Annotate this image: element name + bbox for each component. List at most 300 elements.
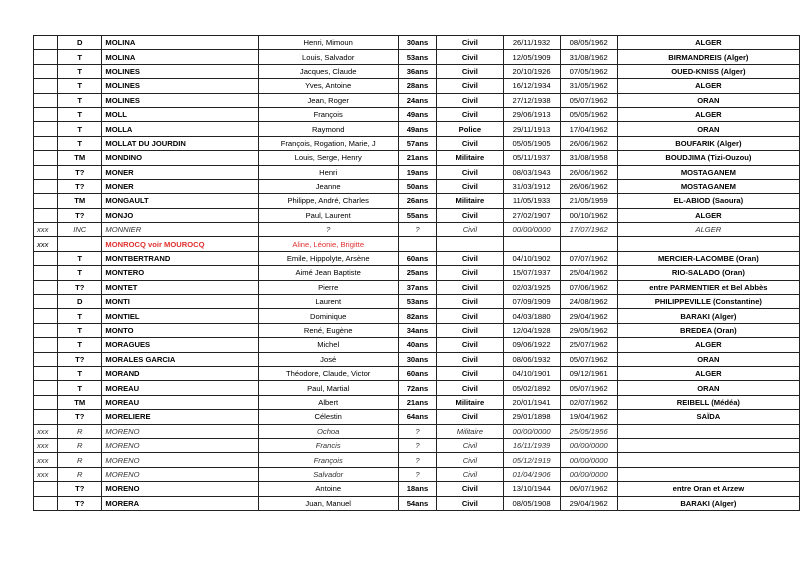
birth-date-cell: 27/12/1938	[503, 93, 560, 107]
table-row	[34, 395, 800, 409]
firstname-cell: Pierre	[258, 280, 398, 294]
status-cell: Civil	[437, 366, 503, 380]
table-row	[34, 122, 800, 136]
location-cell: BIRMANDREIS (Alger)	[617, 50, 799, 64]
age-cell: 57ans	[398, 136, 436, 150]
marker-cell	[34, 179, 58, 193]
category-cell: T?	[58, 280, 102, 294]
age-cell: ?	[398, 223, 436, 237]
firstname-cell: François, Rogation, Marie, J	[258, 136, 398, 150]
category-cell	[58, 237, 102, 251]
table-row	[34, 251, 800, 265]
birth-date-cell: 08/03/1943	[503, 165, 560, 179]
surname-cell: MONTBERTRAND	[102, 251, 258, 265]
status-cell: Militaire	[437, 194, 503, 208]
surname-cell: MONROCQ voir MOUROCQ	[102, 237, 258, 251]
surname-cell: MONTERO	[102, 266, 258, 280]
status-cell: Civil	[437, 295, 503, 309]
event-date-cell: 02/07/1962	[560, 395, 617, 409]
category-cell: T?	[58, 208, 102, 222]
status-cell: Civil	[437, 50, 503, 64]
firstname-cell: Henri, Mimoun	[258, 36, 398, 50]
age-cell: ?	[398, 424, 436, 438]
event-date-cell: 17/07/1962	[560, 223, 617, 237]
table-row	[34, 107, 800, 121]
table-row	[34, 237, 800, 251]
surname-cell: MORENO	[102, 467, 258, 481]
birth-date-cell: 00/00/0000	[503, 223, 560, 237]
location-cell: PHILIPPEVILLE (Constantine)	[617, 295, 799, 309]
birth-date-cell	[503, 237, 560, 251]
category-cell: T	[58, 381, 102, 395]
birth-date-cell: 05/12/1919	[503, 453, 560, 467]
birth-date-cell: 16/12/1934	[503, 79, 560, 93]
marker-cell	[34, 64, 58, 78]
marker-cell	[34, 410, 58, 424]
status-cell: Civil	[437, 280, 503, 294]
table-row	[34, 496, 800, 510]
event-date-cell: 07/06/1962	[560, 280, 617, 294]
table-row	[34, 366, 800, 380]
marker-cell	[34, 395, 58, 409]
location-cell: REIBELL (Médéa)	[617, 395, 799, 409]
location-cell: ALGER	[617, 36, 799, 50]
location-cell: BREDEA (Oran)	[617, 323, 799, 337]
table-row	[34, 93, 800, 107]
location-cell: BOUFARIK (Alger)	[617, 136, 799, 150]
surname-cell: MONTI	[102, 295, 258, 309]
firstname-cell: Jeanne	[258, 179, 398, 193]
location-cell	[617, 438, 799, 452]
category-cell: T?	[58, 496, 102, 510]
surname-cell: MORENO	[102, 482, 258, 496]
birth-date-cell: 08/06/1932	[503, 352, 560, 366]
category-cell: T?	[58, 410, 102, 424]
firstname-cell: Laurent	[258, 295, 398, 309]
event-date-cell: 05/07/1962	[560, 352, 617, 366]
birth-date-cell: 01/04/1906	[503, 467, 560, 481]
location-cell: entre Oran et Arzew	[617, 482, 799, 496]
age-cell: 53ans	[398, 50, 436, 64]
table-row	[34, 352, 800, 366]
age-cell: 54ans	[398, 496, 436, 510]
surname-cell: MOREAU	[102, 395, 258, 409]
marker-cell	[34, 251, 58, 265]
event-date-cell: 06/07/1962	[560, 482, 617, 496]
table-row	[34, 467, 800, 481]
marker-cell: xxx	[34, 438, 58, 452]
category-cell: D	[58, 36, 102, 50]
event-date-cell: 25/04/1962	[560, 266, 617, 280]
category-cell: T	[58, 122, 102, 136]
table-row	[34, 280, 800, 294]
marker-cell	[34, 352, 58, 366]
age-cell: 28ans	[398, 79, 436, 93]
firstname-cell: François	[258, 453, 398, 467]
age-cell: 18ans	[398, 482, 436, 496]
firstname-cell: Aline, Léonie, Brigitte	[258, 237, 398, 251]
birth-date-cell: 04/03/1880	[503, 309, 560, 323]
event-date-cell: 05/07/1962	[560, 93, 617, 107]
status-cell: Civil	[437, 438, 503, 452]
status-cell: Civil	[437, 467, 503, 481]
status-cell: Civil	[437, 107, 503, 121]
location-cell: MOSTAGANEM	[617, 165, 799, 179]
age-cell: ?	[398, 438, 436, 452]
birth-date-cell: 26/11/1932	[503, 36, 560, 50]
event-date-cell: 29/04/1962	[560, 496, 617, 510]
surname-cell: MORAGUES	[102, 338, 258, 352]
category-cell: T	[58, 251, 102, 265]
firstname-cell: Raymond	[258, 122, 398, 136]
surname-cell: MONGAULT	[102, 194, 258, 208]
age-cell: ?	[398, 467, 436, 481]
marker-cell	[34, 295, 58, 309]
age-cell: 30ans	[398, 352, 436, 366]
marker-cell	[34, 107, 58, 121]
table-row	[34, 438, 800, 452]
status-cell: Civil	[437, 496, 503, 510]
category-cell: T	[58, 366, 102, 380]
firstname-cell: Louis, Serge, Henry	[258, 151, 398, 165]
table-row	[34, 36, 800, 50]
birth-date-cell: 20/01/1941	[503, 395, 560, 409]
surname-cell: MORAND	[102, 366, 258, 380]
category-cell: T?	[58, 179, 102, 193]
age-cell: 21ans	[398, 395, 436, 409]
marker-cell	[34, 266, 58, 280]
location-cell: ALGER	[617, 338, 799, 352]
event-date-cell: 00/00/0000	[560, 453, 617, 467]
marker-cell: xxx	[34, 467, 58, 481]
category-cell: T	[58, 338, 102, 352]
event-date-cell: 00/00/0000	[560, 438, 617, 452]
firstname-cell: Emile, Hippolyte, Arsène	[258, 251, 398, 265]
age-cell: 53ans	[398, 295, 436, 309]
status-cell: Police	[437, 122, 503, 136]
location-cell: ALGER	[617, 366, 799, 380]
event-date-cell: 26/06/1962	[560, 136, 617, 150]
marker-cell: xxx	[34, 223, 58, 237]
age-cell: 21ans	[398, 151, 436, 165]
birth-date-cell: 11/05/1933	[503, 194, 560, 208]
table-row	[34, 223, 800, 237]
event-date-cell: 26/06/1962	[560, 179, 617, 193]
location-cell: entre PARMENTIER et Bel Abbès	[617, 280, 799, 294]
category-cell: T	[58, 50, 102, 64]
surname-cell: MORENO	[102, 453, 258, 467]
location-cell	[617, 237, 799, 251]
event-date-cell: 00/00/0000	[560, 467, 617, 481]
firstname-cell: Paul, Laurent	[258, 208, 398, 222]
surname-cell: MORENO	[102, 438, 258, 452]
firstname-cell: Juan, Manuel	[258, 496, 398, 510]
event-date-cell: 05/05/1962	[560, 107, 617, 121]
location-cell: EL-ABIOD (Saoura)	[617, 194, 799, 208]
location-cell: ORAN	[617, 381, 799, 395]
marker-cell	[34, 50, 58, 64]
status-cell	[437, 237, 503, 251]
marker-cell	[34, 280, 58, 294]
category-cell: D	[58, 295, 102, 309]
surname-cell: MOLLA	[102, 122, 258, 136]
category-cell: TM	[58, 151, 102, 165]
surname-cell: MOLINA	[102, 36, 258, 50]
marker-cell	[34, 93, 58, 107]
location-cell: MERCIER-LACOMBE (Oran)	[617, 251, 799, 265]
status-cell: Civil	[437, 223, 503, 237]
status-cell: Civil	[437, 93, 503, 107]
table-row	[34, 151, 800, 165]
firstname-cell: Célestin	[258, 410, 398, 424]
table-row	[34, 295, 800, 309]
table-row	[34, 165, 800, 179]
age-cell: ?	[398, 453, 436, 467]
birth-date-cell: 00/00/0000	[503, 424, 560, 438]
event-date-cell: 19/04/1962	[560, 410, 617, 424]
event-date-cell: 29/04/1962	[560, 309, 617, 323]
event-date-cell: 31/08/1958	[560, 151, 617, 165]
birth-date-cell: 29/06/1913	[503, 107, 560, 121]
surname-cell: MOLINES	[102, 64, 258, 78]
surname-cell: MOREAU	[102, 381, 258, 395]
status-cell: Civil	[437, 136, 503, 150]
category-cell: T?	[58, 352, 102, 366]
table-row	[34, 79, 800, 93]
location-cell: BOUDJIMA (Tizi-Ouzou)	[617, 151, 799, 165]
age-cell: 60ans	[398, 366, 436, 380]
birth-date-cell: 12/04/1928	[503, 323, 560, 337]
firstname-cell: Louis, Salvador	[258, 50, 398, 64]
marker-cell	[34, 309, 58, 323]
status-cell: Civil	[437, 482, 503, 496]
category-cell: TM	[58, 194, 102, 208]
table-row	[34, 323, 800, 337]
location-cell: ALGER	[617, 223, 799, 237]
category-cell: R	[58, 453, 102, 467]
marker-cell	[34, 208, 58, 222]
marker-cell: xxx	[34, 453, 58, 467]
category-cell: T	[58, 323, 102, 337]
status-cell: Civil	[437, 165, 503, 179]
event-date-cell	[560, 237, 617, 251]
category-cell: TM	[58, 395, 102, 409]
category-cell: T	[58, 93, 102, 107]
category-cell: R	[58, 438, 102, 452]
marker-cell	[34, 194, 58, 208]
age-cell: 40ans	[398, 338, 436, 352]
firstname-cell: ?	[258, 223, 398, 237]
event-date-cell: 29/05/1962	[560, 323, 617, 337]
surname-cell: MOLINA	[102, 50, 258, 64]
table-row	[34, 381, 800, 395]
location-cell: BARAKI (Alger)	[617, 309, 799, 323]
firstname-cell: Francis	[258, 438, 398, 452]
firstname-cell: Théodore, Claude, Victor	[258, 366, 398, 380]
firstname-cell: Salvador	[258, 467, 398, 481]
surname-cell: MORENO	[102, 424, 258, 438]
status-cell: Civil	[437, 323, 503, 337]
firstname-cell: René, Eugène	[258, 323, 398, 337]
birth-date-cell: 29/01/1898	[503, 410, 560, 424]
table-body	[34, 36, 800, 511]
marker-cell	[34, 165, 58, 179]
status-cell: Civil	[437, 266, 503, 280]
firstname-cell: François	[258, 107, 398, 121]
event-date-cell: 05/07/1962	[560, 381, 617, 395]
marker-cell	[34, 323, 58, 337]
surname-cell: MONJO	[102, 208, 258, 222]
category-cell: INC	[58, 223, 102, 237]
surname-cell: MONTIEL	[102, 309, 258, 323]
status-cell: Civil	[437, 179, 503, 193]
firstname-cell: Jean, Roger	[258, 93, 398, 107]
age-cell: 49ans	[398, 107, 436, 121]
category-cell: T	[58, 136, 102, 150]
firstname-cell: Henri	[258, 165, 398, 179]
age-cell: 19ans	[398, 165, 436, 179]
age-cell	[398, 237, 436, 251]
status-cell: Civil	[437, 381, 503, 395]
surname-cell: MORERA	[102, 496, 258, 510]
status-cell: Civil	[437, 79, 503, 93]
age-cell: 30ans	[398, 36, 436, 50]
table-row	[34, 50, 800, 64]
surname-cell: MOLINES	[102, 79, 258, 93]
firstname-cell: Dominique	[258, 309, 398, 323]
category-cell: T	[58, 79, 102, 93]
status-cell: Civil	[437, 453, 503, 467]
marker-cell	[34, 338, 58, 352]
status-cell: Civil	[437, 410, 503, 424]
age-cell: 55ans	[398, 208, 436, 222]
firstname-cell: Aimé Jean Baptiste	[258, 266, 398, 280]
birth-date-cell: 15/07/1937	[503, 266, 560, 280]
marker-cell: xxx	[34, 424, 58, 438]
firstname-cell: José	[258, 352, 398, 366]
table-row	[34, 179, 800, 193]
age-cell: 26ans	[398, 194, 436, 208]
event-date-cell: 25/05/1956	[560, 424, 617, 438]
birth-date-cell: 16/11/1939	[503, 438, 560, 452]
birth-date-cell: 27/02/1907	[503, 208, 560, 222]
age-cell: 82ans	[398, 309, 436, 323]
location-cell: BARAKI (Alger)	[617, 496, 799, 510]
birth-date-cell: 13/10/1944	[503, 482, 560, 496]
table-row	[34, 453, 800, 467]
category-cell: T	[58, 309, 102, 323]
age-cell: 50ans	[398, 179, 436, 193]
firstname-cell: Jacques, Claude	[258, 64, 398, 78]
surname-cell: MONER	[102, 165, 258, 179]
event-date-cell: 07/07/1962	[560, 251, 617, 265]
status-cell: Militaire	[437, 395, 503, 409]
event-date-cell: 07/05/1962	[560, 64, 617, 78]
birth-date-cell: 05/02/1892	[503, 381, 560, 395]
event-date-cell: 31/05/1962	[560, 79, 617, 93]
location-cell: ORAN	[617, 122, 799, 136]
marker-cell	[34, 79, 58, 93]
marker-cell	[34, 136, 58, 150]
surname-cell: MOLL	[102, 107, 258, 121]
surname-cell: MOLLAT DU JOURDIN	[102, 136, 258, 150]
firstname-cell: Paul, Martial	[258, 381, 398, 395]
location-cell: ORAN	[617, 93, 799, 107]
table-row	[34, 424, 800, 438]
birth-date-cell: 02/03/1925	[503, 280, 560, 294]
location-cell	[617, 424, 799, 438]
age-cell: 49ans	[398, 122, 436, 136]
event-date-cell: 17/04/1962	[560, 122, 617, 136]
location-cell: ALGER	[617, 208, 799, 222]
location-cell: ORAN	[617, 352, 799, 366]
category-cell: R	[58, 467, 102, 481]
age-cell: 72ans	[398, 381, 436, 395]
status-cell: Civil	[437, 338, 503, 352]
table-row	[34, 410, 800, 424]
marker-cell	[34, 366, 58, 380]
surname-cell: MORALES GARCIA	[102, 352, 258, 366]
status-cell: Militaire	[437, 424, 503, 438]
birth-date-cell: 07/09/1909	[503, 295, 560, 309]
event-date-cell: 26/06/1962	[560, 165, 617, 179]
marker-cell: xxx	[34, 237, 58, 251]
surname-cell: MONTET	[102, 280, 258, 294]
category-cell: T?	[58, 482, 102, 496]
status-cell: Civil	[437, 352, 503, 366]
table-row	[34, 208, 800, 222]
location-cell: ALGER	[617, 79, 799, 93]
location-cell: MOSTAGANEM	[617, 179, 799, 193]
surname-cell: MOLINES	[102, 93, 258, 107]
firstname-cell: Philippe, André, Charles	[258, 194, 398, 208]
status-cell: Civil	[437, 208, 503, 222]
category-cell: T	[58, 266, 102, 280]
birth-date-cell: 29/11/1913	[503, 122, 560, 136]
firstname-cell: Ochoa	[258, 424, 398, 438]
event-date-cell: 09/12/1961	[560, 366, 617, 380]
location-cell	[617, 453, 799, 467]
table-row	[34, 482, 800, 496]
surname-cell: MONNIER	[102, 223, 258, 237]
surname-cell: MONTO	[102, 323, 258, 337]
marker-cell	[34, 482, 58, 496]
event-date-cell: 31/08/1962	[560, 50, 617, 64]
surname-cell: MONDINO	[102, 151, 258, 165]
birth-date-cell: 12/05/1909	[503, 50, 560, 64]
status-cell: Civil	[437, 251, 503, 265]
surname-cell: MORELIERE	[102, 410, 258, 424]
age-cell: 36ans	[398, 64, 436, 78]
event-date-cell: 21/05/1959	[560, 194, 617, 208]
age-cell: 64ans	[398, 410, 436, 424]
status-cell: Militaire	[437, 151, 503, 165]
age-cell: 60ans	[398, 251, 436, 265]
category-cell: T	[58, 107, 102, 121]
category-cell: T	[58, 64, 102, 78]
marker-cell	[34, 36, 58, 50]
table-row	[34, 309, 800, 323]
table-row	[34, 64, 800, 78]
category-cell: T?	[58, 165, 102, 179]
victims-table	[33, 35, 800, 511]
firstname-cell: Albert	[258, 395, 398, 409]
birth-date-cell: 05/11/1937	[503, 151, 560, 165]
category-cell: R	[58, 424, 102, 438]
age-cell: 34ans	[398, 323, 436, 337]
status-cell: Civil	[437, 64, 503, 78]
event-date-cell: 08/05/1962	[560, 36, 617, 50]
